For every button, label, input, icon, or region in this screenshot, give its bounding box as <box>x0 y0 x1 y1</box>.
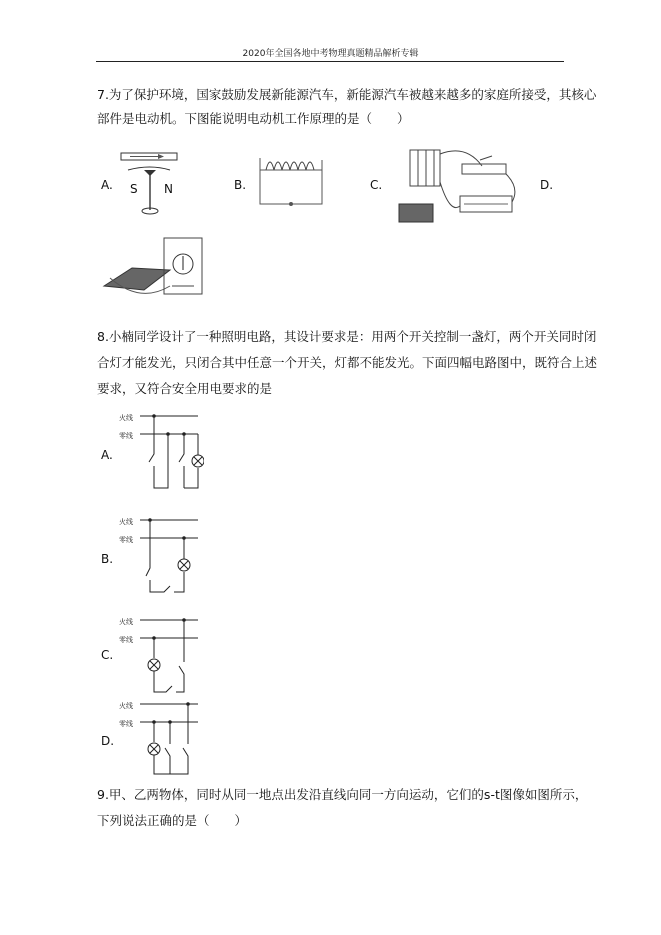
q7-figure-c-motor-circuit <box>396 142 524 234</box>
q8-c-neutral-label: 零线 <box>119 636 133 644</box>
q7-option-b-label: B. <box>234 178 247 192</box>
q8-option-b-label: B. <box>101 552 114 566</box>
header-divider <box>96 61 564 62</box>
q7-stem-line1: 7.为了保护环境，国家鼓励发展新能源汽车，新能源汽车被越来越多的家庭所接受，其核心 <box>97 87 597 102</box>
q8-circuit-d <box>118 696 204 780</box>
q9-stem-line2: 下列说法正确的是（ ） <box>97 813 248 828</box>
q8-circuit-b <box>118 512 204 596</box>
q8-circuit-a <box>118 408 204 492</box>
q8-a-neutral-label: 零线 <box>119 432 133 440</box>
q7-figure-a-magnet-needle <box>118 148 190 216</box>
q8-d-live-label: 火线 <box>119 702 133 710</box>
q8-option-d-label: D. <box>101 734 115 748</box>
q8-circuit-c <box>118 612 204 696</box>
q8-b-live-label: 火线 <box>119 518 133 526</box>
q8-b-neutral-label: 零线 <box>119 536 133 544</box>
q8-c-live-label: 火线 <box>119 618 133 626</box>
q7-stem-line2: 部件是电动机。下图能说明电动机工作原理的是（ ） <box>97 111 410 126</box>
q9-stem-line1: 9.甲、乙两物体，同时从同一地点出发沿直线向同一方向运动，它们的s-t图像如图所示， <box>97 787 588 802</box>
q8-option-a-label: A. <box>101 448 113 462</box>
q7-figure-d-generator <box>100 234 206 308</box>
q8-stem-line1: 8.小楠同学设计了一种照明电路，其设计要求是：用两个开关控制一盏灯，两个开关同时闭 <box>97 329 597 344</box>
q8-a-live-label: 火线 <box>119 414 133 422</box>
q7-option-c-label: C. <box>370 178 383 192</box>
page-header: 2020年全国各地中考物理真题精品解析专辑 <box>242 49 419 59</box>
q7-option-d-label: D. <box>540 178 554 192</box>
q8-option-c-label: C. <box>101 648 114 662</box>
q7-figure-a-n-pole: N <box>164 182 173 196</box>
q7-figure-a-s-pole: S <box>130 182 138 196</box>
q7-figure-b-coil <box>252 148 332 210</box>
q7-option-a-label: A. <box>101 178 113 192</box>
q8-d-neutral-label: 零线 <box>119 720 133 728</box>
q8-stem-line2: 合灯才能发光，只闭合其中任意一个开关，灯都不能发光。下面四幅电路图中，既符合上述 <box>97 355 598 370</box>
q8-stem-line3: 要求，又符合安全用电要求的是 <box>97 381 273 396</box>
